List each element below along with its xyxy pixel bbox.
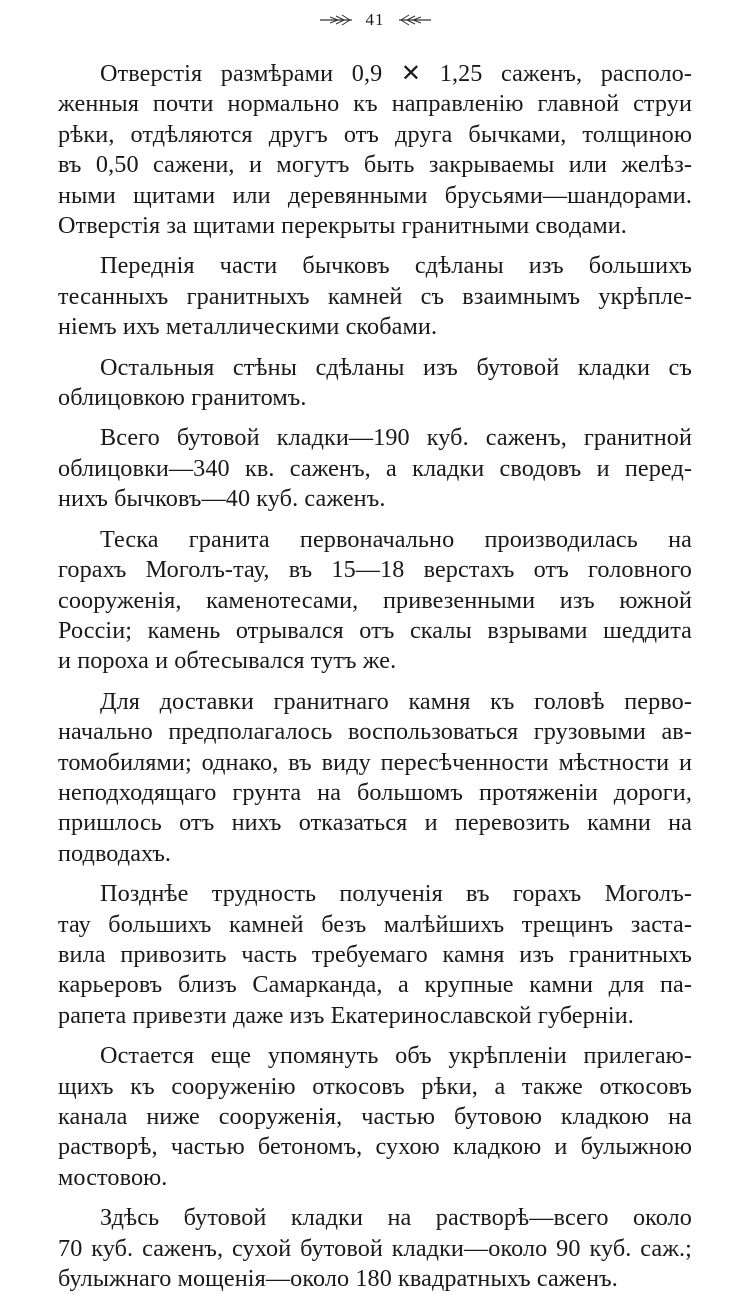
- paragraph: [58, 59, 692, 241]
- page-header: [58, 8, 692, 32]
- text-line: канала ниже сооруженія, частью бутовою кладкою на: [58, 1103, 692, 1130]
- text-line: нихъ бычковъ—40 куб. саженъ.: [58, 485, 386, 513]
- paragraph: [58, 423, 692, 514]
- text-line: мостовою.: [58, 1163, 168, 1191]
- paragraph: [58, 687, 692, 869]
- text-line: тесанныхъ гранитныхъ камней съ взаимнымъ укрѣпле-: [58, 282, 692, 310]
- text-line: Россіи; камень отрывался отъ скалы взрывами шеддита: [58, 616, 692, 644]
- left-ornament-icon: [318, 14, 354, 26]
- text-line: сооруженія, каменотесами, привезенными изъ южной: [58, 586, 692, 614]
- text-line: булыжнаго мощенія—около 180 квадратныхъ саженъ.: [58, 1265, 618, 1293]
- text-line: Остальныя стѣны сдѣланы изъ бутовой кладки съ: [100, 353, 692, 381]
- right-ornament-icon: [397, 14, 433, 26]
- text-line: ными щитами или деревянными брусьями—шандорами.: [58, 181, 692, 209]
- text-line: Отверстія размѣрами 0,9 ✕ 1,25 саженъ, располо-: [100, 60, 692, 87]
- text-line: женныя почти нормально къ направленію главной струи: [58, 90, 692, 118]
- text-line: пришлось отъ нихъ отказаться и перевозить камни на: [58, 809, 692, 837]
- text-line: Теска гранита первоначально производилась на: [100, 525, 692, 553]
- text-line: вила привозить часть требуемаго камня изъ гранитныхъ: [58, 940, 692, 968]
- text-line: въ 0,50 сажени, и могутъ быть закрываемы или желѣз-: [58, 151, 692, 179]
- text-line: Остается еще упомянуть объ укрѣпленіи прилегаю-: [100, 1042, 692, 1070]
- text-line: Позднѣе трудность полученія въ горахъ Моголъ-: [100, 880, 692, 908]
- text-line: рапета привезти даже изъ Екатеринославской губерніи.: [58, 1001, 634, 1029]
- text-line: Переднія части бычковъ сдѣланы изъ большихъ: [100, 252, 692, 280]
- text-line: Всего бутовой кладки—190 куб. саженъ, гранитной: [100, 424, 692, 452]
- text-line: Здѣсь бутовой кладки на растворѣ—всего около: [100, 1204, 692, 1232]
- paragraph: [58, 251, 692, 342]
- text-line: рѣки, отдѣляются другъ отъ друга бычками, толщиною: [58, 120, 692, 148]
- text-line: облицовки—340 кв. саженъ, а кладки сводовъ и перед-: [58, 454, 692, 482]
- paragraph: [58, 353, 692, 414]
- text-line: ніемъ ихъ металлическими скобами.: [58, 313, 438, 341]
- text-line: щихъ къ сооруженію откосовъ рѣки, а также откосовъ: [58, 1072, 692, 1100]
- page-body: [58, 59, 692, 1294]
- text-line: начально предполагалось воспользоваться грузовыми ав-: [58, 718, 692, 746]
- text-line: 70 куб. саженъ, сухой бутовой кладки—около 90 куб. саж.;: [58, 1234, 692, 1262]
- page-number: 41: [365, 10, 385, 29]
- paragraph: [58, 1203, 692, 1294]
- text-line: и пороха и обтесывался тутъ же.: [58, 647, 397, 675]
- text-line: Для доставки гранитнаго камня къ головѣ перво-: [100, 687, 692, 715]
- text-line: Отверстія за щитами перекрыты гранитными сводами.: [58, 212, 627, 240]
- paragraph: [58, 879, 692, 1031]
- text-line: карьеровъ близъ Самарканда, а крупные камни для па-: [58, 971, 692, 999]
- text-line: горахъ Моголъ-тау, въ 15—18 верстахъ отъ головного: [58, 556, 692, 584]
- paragraph: [58, 525, 692, 677]
- text-line: растворѣ, частью бетономъ, сухою кладкою и булыжною: [58, 1133, 692, 1161]
- paragraph: [58, 1041, 692, 1193]
- text-line: неподходящаго грунта на большомъ протяженіи дороги,: [58, 778, 692, 806]
- text-line: томобилями; однако, въ виду пересѣченности мѣстности и: [58, 748, 692, 776]
- text-line: тау большихъ камней безъ малѣйшихъ трещинъ заста-: [58, 910, 692, 938]
- text-line: облицовкою гранитомъ.: [58, 384, 307, 412]
- text-line: подводахъ.: [58, 839, 172, 867]
